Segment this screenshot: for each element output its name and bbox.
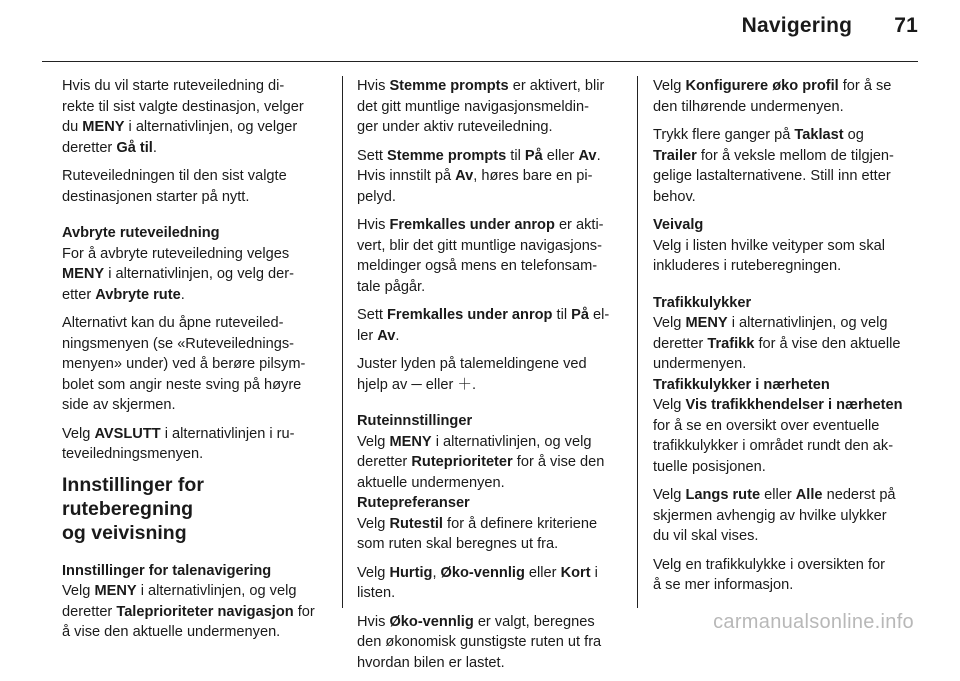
paragraph: Velg MENY i alternativlinjen, og velg deretter Trafikk for å vise den aktuelle undermenyen. <box>653 315 901 372</box>
paragraph: Velg en trafikkulykke i oversikten for å se mer informasjon. <box>653 556 885 593</box>
subheading: Innstillinger for talenavigering <box>62 562 272 579</box>
paragraph: Velg MENY i alternativlinjen, og velg deretter Ruteprioriteter for å vise den aktuelle undermenyen. <box>357 433 605 491</box>
subheading: Trafikkulykker i nærheten <box>653 376 830 393</box>
paragraph: Ruteveiledningen til den sist valgte destinasjonen starter på nytt. <box>62 168 287 205</box>
paragraph: Sett Stemme prompts til På eller Av. Hvis innstilt på Av, høres bare en pi- pelyd. <box>357 147 601 205</box>
subheading: Trafikkulykker <box>653 294 752 311</box>
paragraph: Hvis Øko-vennlig er valgt, beregnes den økonomisk gunstigste ruten ut fra hvordan bilen er lastet. <box>357 613 602 671</box>
page-number: 71 <box>894 14 918 37</box>
column-divider <box>342 76 343 608</box>
column-middle <box>357 76 629 681</box>
paragraph: Velg i listen hvilke veityper som skal inkluderes i ruteberegningen. <box>653 237 885 274</box>
page-header <box>742 14 918 38</box>
paragraph: For å avbryte ruteveiledning velges MENY i alternativlinjen, og velg der- etter Avbryte rute. <box>62 245 294 303</box>
header-rule <box>42 61 918 62</box>
paragraph: Velg Langs rute eller Alle nederst på skjermen avhengig av hvilke ulykker du vil skal vises. <box>653 487 896 544</box>
paragraph: Velg Vis trafikkhendelser i nærheten for å se en oversikt over eventuelle trafikkulykker i området rundt den ak- tuelle posisjonen. <box>653 397 903 475</box>
paragraph: Velg Konfigurere øko profil for å se den tilhørende undermenyen. <box>653 78 892 115</box>
section-heading: Innstillinger for ruteberegning og veivisning <box>62 473 204 544</box>
paragraph: Trykk flere ganger på Taklast og Trailer for å veksle mellom de tilgjen- gelige lastalternativene. Still inn etter behov. <box>653 127 894 205</box>
watermark: carmanualsonline.info <box>713 611 914 633</box>
subheading: Ruteinnstillinger <box>357 413 473 429</box>
paragraph: Alternativt kan du åpne ruteveiled- ningsmenyen (se «Ruteveilednings- menyen» under) ved å berøre pilsym- bolet som angir neste sving på høyre side av skjermen. <box>62 315 306 413</box>
paragraph: Hvis du vil starte ruteveiledning di- rekte til sist valgte destinasjon, velger du MENY i alternativlinjen, og velger deretter Gå til. <box>62 78 304 156</box>
subheading: Rutepreferanser <box>357 495 470 511</box>
paragraph: Velg Hurtig, Øko-vennlig eller Kort i listen. <box>357 564 598 601</box>
paragraph: Velg Rutestil for å definere kriteriene som ruten skal beregnes ut fra. <box>357 515 598 552</box>
column-left <box>62 76 330 651</box>
subheading: Veivalg <box>653 217 704 233</box>
chapter-title: Navigering <box>741 14 853 37</box>
paragraph: Sett Fremkalles under anrop til På el- ler Av. <box>357 307 610 344</box>
subheading: Avbryte ruteveiledning <box>62 225 220 241</box>
paragraph: Juster lyden på talemeldingene ved hjelp av ─ eller ＋. <box>357 356 587 393</box>
paragraph: Velg MENY i alternativlinjen, og velg deretter Taleprioriteter navigasjon for å vise den aktuelle undermenyen. <box>62 583 315 640</box>
paragraph: Velg AVSLUTT i alternativlinjen i ru- teveiledningsmenyen. <box>62 425 295 462</box>
column-right <box>653 76 925 604</box>
column-divider <box>637 76 638 608</box>
paragraph: Hvis Stemme prompts er aktivert, blir det gitt muntlige navigasjonsmeldin- ger under aktiv ruteveiledning. <box>357 78 605 135</box>
paragraph: Hvis Fremkalles under anrop er akti- vert, blir det gitt muntlige navigasjons- meldinger også mens en telefonsam- tale pågår. <box>357 217 604 295</box>
